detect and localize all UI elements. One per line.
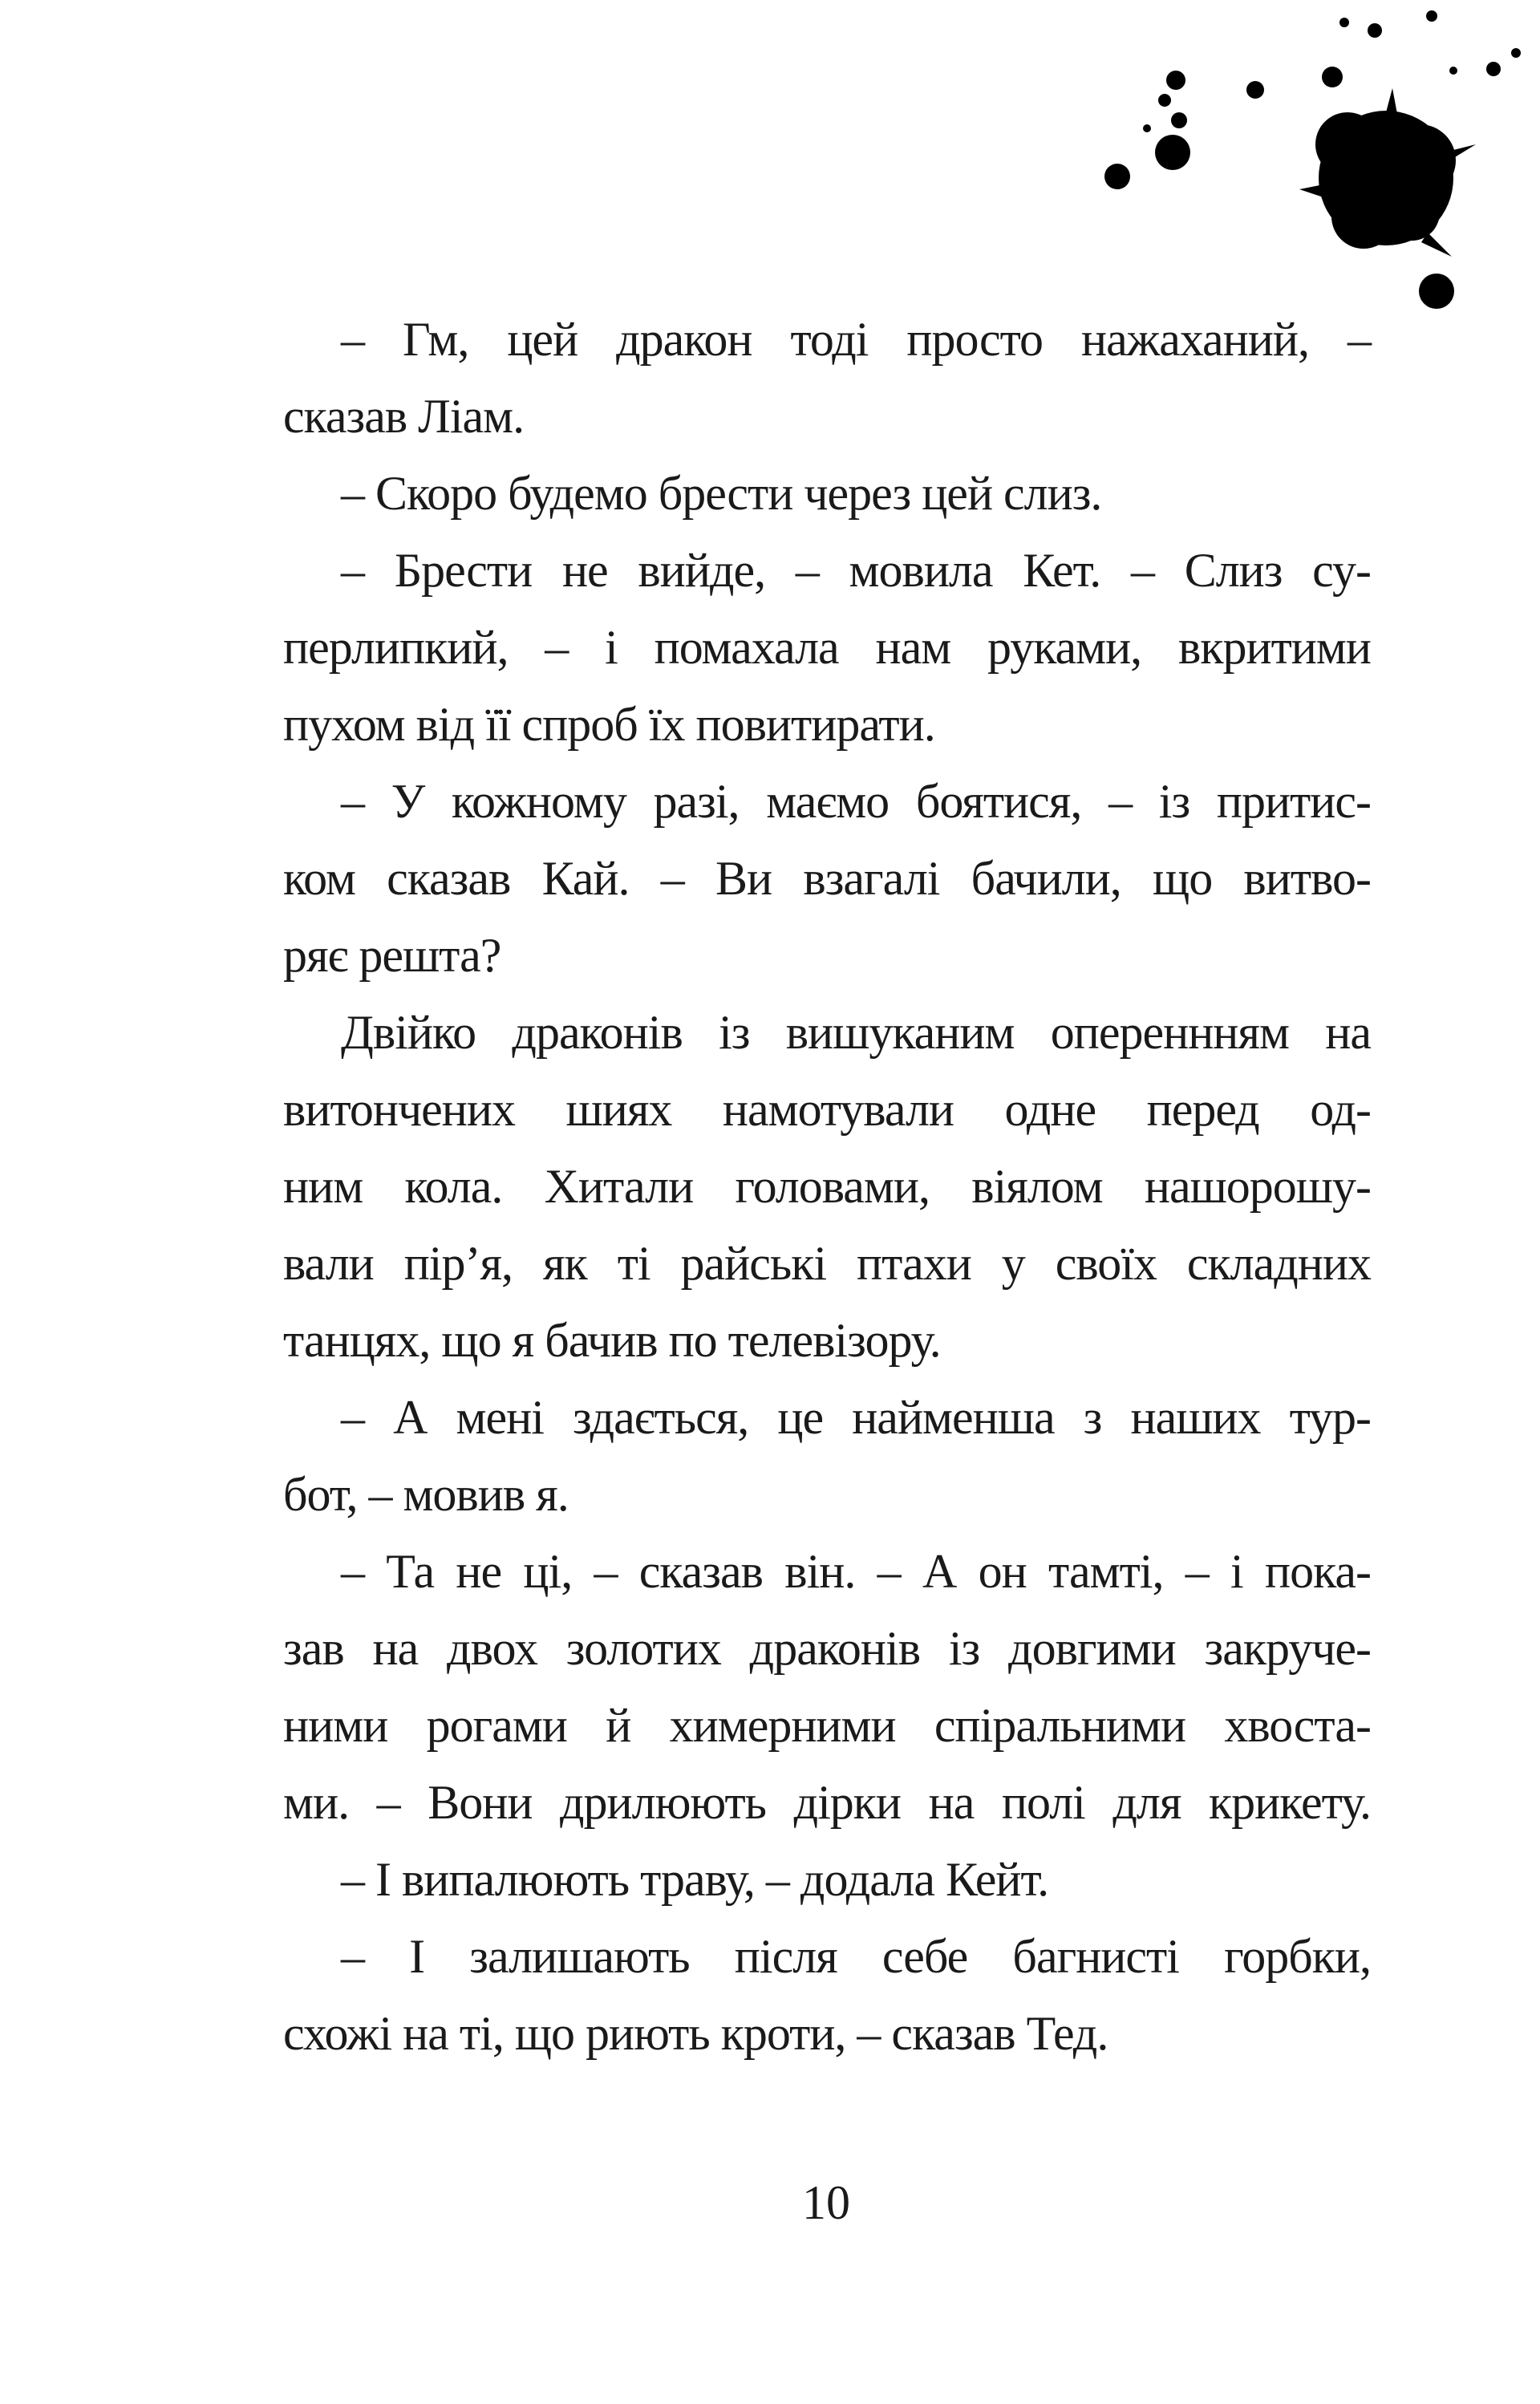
- page-number: 10: [802, 2176, 850, 2229]
- text-line: вали пір’я, як ті райські птахи у своїх складних: [283, 1237, 1371, 1290]
- text-line: ряє решта?: [283, 929, 501, 982]
- text-line: зав на двох золотих драконів із довгими закруче-: [283, 1622, 1371, 1675]
- text-line: Двійко драконів із вишуканим опереннням на: [341, 1006, 1371, 1059]
- text-line: схожі на ті, що риють кроти, – сказав Тед.: [283, 2007, 1108, 2060]
- text-line: перлипкий, – і помахала нам руками, вкритими: [283, 621, 1371, 674]
- text-line: – І залишають після себе багнисті горбки,: [341, 1930, 1371, 1983]
- text-line: танцях, що я бачив по телевізору.: [283, 1314, 941, 1367]
- text-line: ними рогами й химерними спіральними хвоста-: [283, 1699, 1371, 1752]
- text-line: – Брести не вийде, – мовила Кет. – Слиз су-: [341, 544, 1371, 597]
- text-line: – У кожному разі, маємо боятися, – із притис-: [341, 775, 1371, 828]
- text-line: бот, – мовив я.: [283, 1468, 569, 1521]
- text-line: ком сказав Кай. – Ви взагалі бачили, що витво-: [283, 852, 1371, 905]
- text-line: – Та не ці, – сказав він. – А он тамті, – і пока-: [341, 1545, 1371, 1598]
- text-line: витончених шиях намотували одне перед од-: [283, 1083, 1371, 1136]
- text-line: – Скоро будемо брести через цей слиз.: [341, 467, 1102, 520]
- text-line: – І випалюють траву, – додала Кейт.: [341, 1853, 1049, 1906]
- body-text: [283, 301, 1371, 2072]
- text-line: сказав Ліам.: [283, 390, 525, 443]
- ink-splatter-icon: [1043, 0, 1540, 337]
- text-line: – Гм, цей дракон тоді просто нажаханий, –: [341, 313, 1371, 366]
- text-line: пухом від її спроб їх повитирати.: [283, 698, 935, 751]
- text-line: – А мені здається, це найменша з наших тур-: [341, 1391, 1371, 1444]
- text-line: ми. – Вони дрилюють дірки на полі для крикету.: [283, 1776, 1371, 1829]
- text-line: ним кола. Хитали головами, віялом нашорошу-: [283, 1160, 1371, 1213]
